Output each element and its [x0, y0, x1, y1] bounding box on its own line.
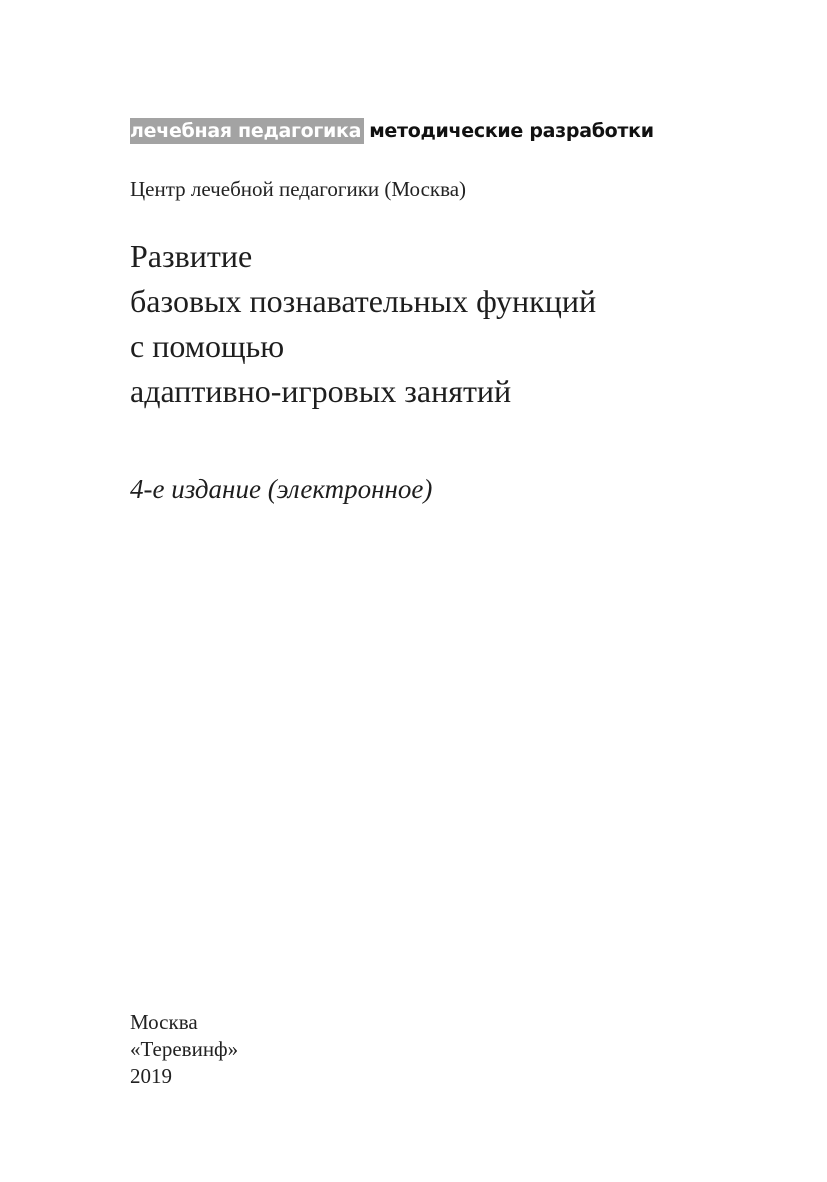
series-subtitle: методические разработки — [369, 120, 654, 142]
title-line: базовых познавательных функций — [130, 283, 597, 319]
organization-name: Центр лечебной педагогики (Москва) — [130, 177, 467, 201]
series-label: лечебная педагогика — [130, 118, 364, 144]
title-line: Развитие — [130, 238, 253, 274]
series-header — [130, 117, 654, 145]
title-line: адаптивно-игровых занятий — [130, 373, 512, 409]
imprint-city: Москва — [130, 1010, 198, 1034]
title-line: с помощью — [130, 328, 285, 364]
imprint — [130, 1009, 238, 1090]
edition-note: 4-е издание (электронное) — [130, 474, 433, 504]
imprint-publisher: «Теревинф» — [130, 1037, 239, 1061]
book-title — [130, 234, 596, 414]
imprint-year: 2019 — [130, 1064, 172, 1088]
